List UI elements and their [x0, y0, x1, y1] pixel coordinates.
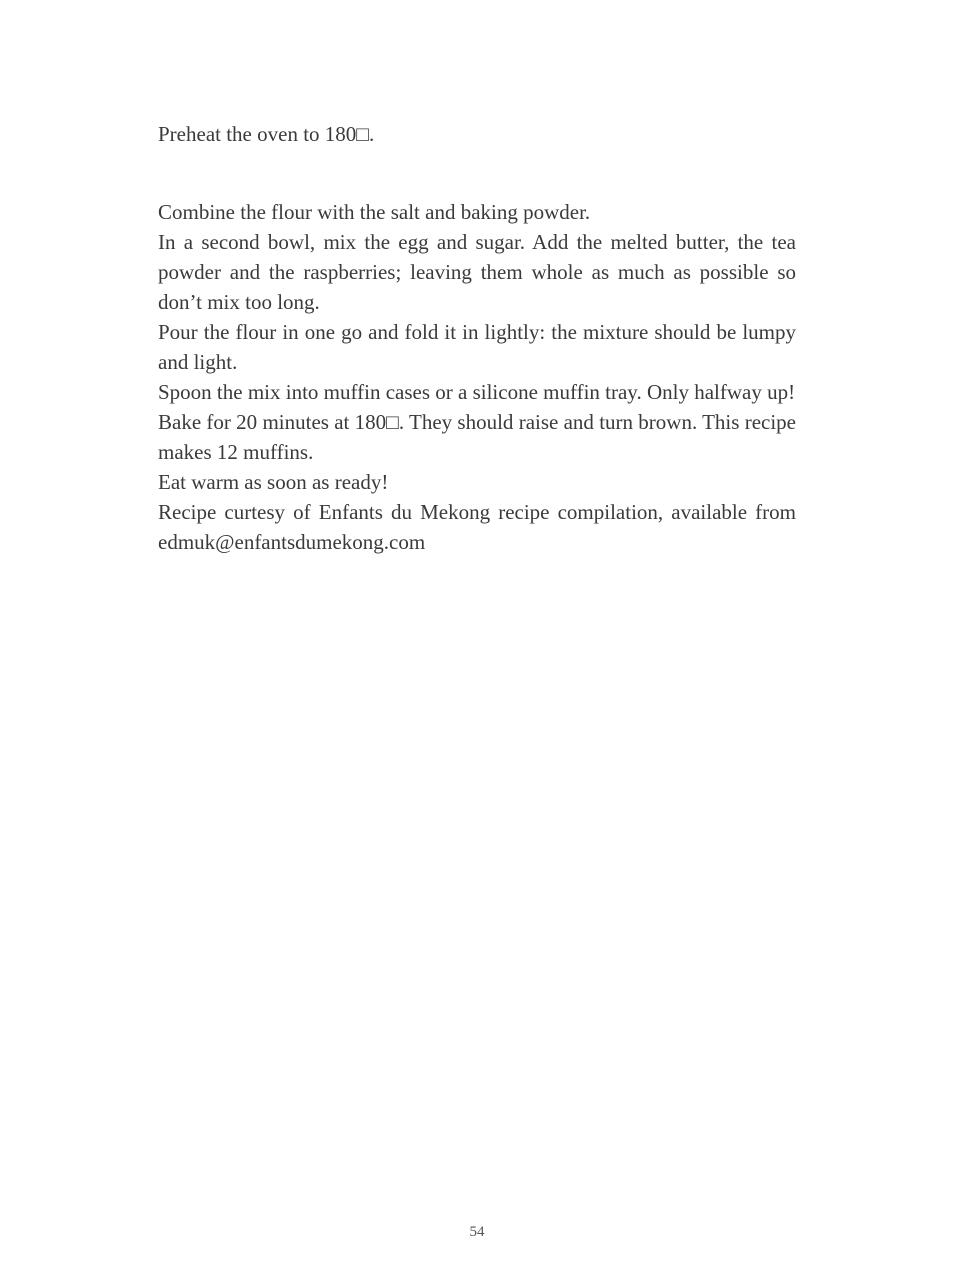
paragraph-recipe-credit: Recipe curtesy of Enfants du Mekong recipe compilation, available from edmuk@enfantsdumekong.com [158, 500, 796, 554]
paragraph-pour-flour: Pour the flour in one go and fold it in lightly: the mixture should be lumpy and light. [158, 320, 796, 374]
recipe-text-block [158, 119, 796, 557]
paragraph-bake: Bake for 20 minutes at 180□. They should raise and turn brown. This recipe makes 12 muffins. [158, 410, 796, 464]
paragraph-spoon-mix: Spoon the mix into muffin cases or a silicone muffin tray. Only halfway up! [158, 380, 796, 404]
paragraph-combine-flour: Combine the flour with the salt and baking powder. [158, 200, 591, 224]
preheat-instruction: Preheat the oven to 180□. [158, 122, 375, 146]
paragraph-eat-warm: Eat warm as soon as ready! [158, 470, 389, 494]
page-number: 54 [469, 1224, 485, 1240]
paragraph-mix-egg-sugar: In a second bowl, mix the egg and sugar. Add the melted butter, the tea powder and the raspberries; leaving them whole as much as possible so don’t mix too long. [158, 230, 796, 314]
